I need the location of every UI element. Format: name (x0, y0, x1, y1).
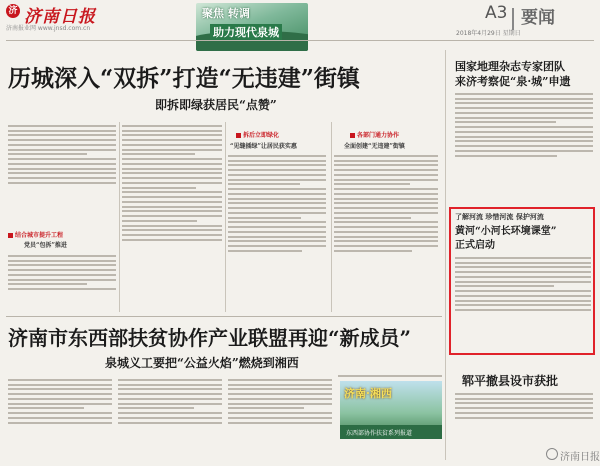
logo-url: 济南报业网 www.jnsd.com.cn (6, 25, 91, 32)
boxed-headline-line1: 黄河“小河长环境课堂” (455, 226, 557, 237)
lead-box1-sub: 党员“包拆”推进 (24, 242, 67, 249)
newspaper-emblem-icon: 济 (6, 4, 20, 18)
second-headline: 济南市东西部扶贫协作产业联盟再迎“新成员” (8, 326, 412, 350)
photo-title: 济南·湘西 (344, 387, 392, 400)
wechat-watermark-icon (546, 448, 558, 460)
lead-body-col1b (8, 252, 116, 312)
banner-line-2: 助力现代泉城 (210, 24, 282, 40)
boxed-story-body (455, 254, 591, 350)
lead-subheadline: 即拆即绿获居民“点赞” (155, 98, 277, 112)
issue-date: 2018年4月29日 星期日 (456, 30, 521, 37)
newspaper-logo: 济南日报 (24, 7, 96, 27)
boxed-kicker: 了解河流 珍惜河流 保护河流 (455, 213, 544, 221)
second-body-col3 (228, 376, 332, 458)
photo-caption: 东西部协作扶贫系列报道 (346, 430, 413, 437)
lead-box2-label: 拆后立即绿化 (236, 130, 279, 139)
page-number: A3 (485, 3, 508, 23)
watermark-text: 济南日报 (560, 452, 600, 463)
right-story1-headline-line2: 来济考察促“泉·城”申遗 (455, 75, 571, 88)
masthead-divider (512, 8, 514, 30)
section-name: 要闻 (521, 8, 555, 28)
right-story3-headline: 郓平撤县设市获批 (462, 374, 559, 388)
column-rule-2 (225, 122, 226, 312)
right-story3-body (455, 390, 593, 442)
boxed-headline-line2: 正式启动 (455, 240, 495, 251)
lead-body-col2 (122, 122, 222, 312)
promo-banner (196, 3, 308, 51)
lead-headline: 历城深入“双拆”打造“无违建”街镇 (8, 65, 360, 92)
column-rule-1 (119, 122, 120, 312)
masthead-rule (6, 40, 594, 41)
second-body-col2 (118, 376, 222, 458)
right-story1-body (455, 90, 593, 202)
series-photo-banner (340, 381, 442, 439)
lead-box3-label: 各部门通力协作 (350, 130, 399, 139)
lead-body-col1 (8, 122, 116, 226)
lead-box3-sub: 全面创建“无违建”街镇 (344, 143, 405, 150)
second-body-col1 (8, 376, 112, 458)
lead-box1-label: 结合城市提升工程 (8, 230, 63, 239)
lead-body-col3 (228, 152, 326, 312)
column-rule-3 (331, 122, 332, 312)
second-body-col4 (338, 372, 442, 380)
banner-line-1: 聚焦 转调 (202, 7, 250, 20)
second-subheadline: 泉城义工要把“公益火焰”燃烧到湘西 (105, 356, 299, 370)
lead-body-col4 (334, 152, 438, 312)
right-column-rule (445, 50, 446, 460)
right-story1-headline-line1: 国家地理杂志专家团队 (455, 60, 565, 73)
lead-box2-sub: “见缝插绿”让居民获实惠 (230, 143, 297, 150)
story-divider (6, 316, 442, 317)
